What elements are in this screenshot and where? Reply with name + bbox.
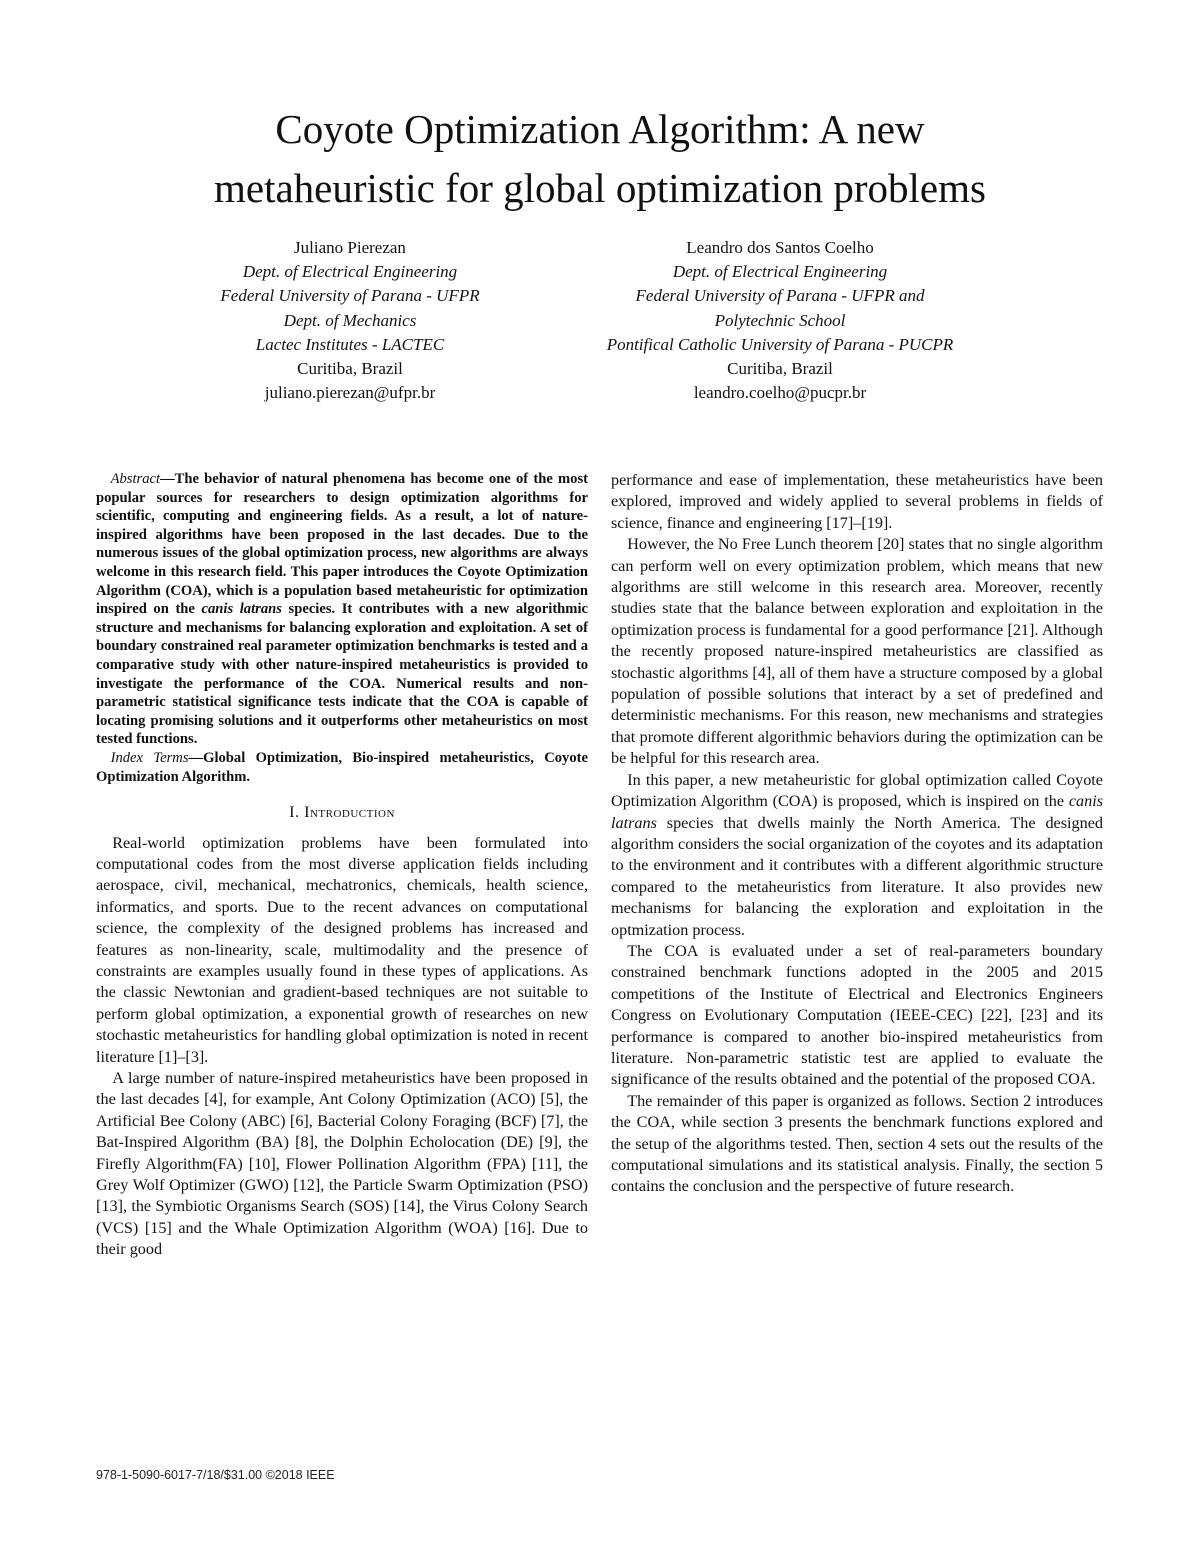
author-city: Curitiba, Brazil [297, 359, 403, 379]
right-column [611, 470, 1103, 1198]
author-affiliation: Lactec Institutes - LACTEC [255, 334, 445, 354]
index-terms-text: —Global Optimization, Bio-inspired metaheuristics, Coyote Optimization Algorithm. [96, 749, 588, 785]
intro-paragraph-4 [611, 770, 1103, 941]
author-block-1 [170, 236, 530, 405]
index-terms-label: Index Terms [110, 749, 189, 766]
author-name: Leandro dos Santos Coelho [686, 238, 874, 257]
section-number: I. [289, 803, 300, 822]
index-terms [96, 749, 588, 786]
author-affiliation: Polytechnic School [714, 310, 846, 330]
intro-paragraph-5: The COA is evaluated under a set of real-parameters boundary constrained benchmark functions adopted in the 2005 and 2015 competitions of the Institute of Electrical and Electronics Engineers Congress on Evolutionary Computation (IEEE-CEC) [22], [23] and its performance is compared to another bio-inspired metaheuristics from literature. Non-parametric statistic test are applied to evaluate the significance of the results obtained and the potential of the proposed COA. [611, 941, 1103, 1089]
left-column [96, 470, 588, 1261]
intro-paragraph-3: However, the No Free Lunch theorem [20] states that no single algorithm can perform well on every optimization problem, which means that new algorithms are still welcome in this research area. Moreover, recently studies state that the balance between exploration and exploitation in the optimization process is fundamental for a good performance [21]. Although the recently proposed nature-inspired metaheuristics are classified as stochastic algorithms [4], all of them have a structure composed by a global population of possible solutions that interact by a set of predefined and deterministic mechanisms. For this reason, new mechanisms and strategies that promote different algorithmic behaviors during the optimization can be be helpful for this research area. [611, 535, 1103, 768]
author-email: juliano.pierezan@ufpr.br [264, 383, 436, 403]
intro-paragraph-2: A large number of nature-inspired metaheuristics have been proposed in the last decades [4], for example, Ant Colony Optimization (ACO) [5], the Artificial Bee Colony (ABC) [6], Bacterial Colony Foraging (BCF) [7], the Bat-Inspired Algorithm (BA) [8], the Dolphin Echolocation (DE) [9], the Firefly Algorithm(FA) [10], Flower Pollination Algorithm (FPA) [11], the Grey Wolf Optimizer (GWO) [12], the Particle Swarm Optimization (PSO) [13], the Symbiotic Organisms Search (SOS) [14], the Virus Colony Search (VCS) [15] and the Whale Optimization Algorithm (WOA) [16]. Due to their good [96, 1068, 588, 1259]
paper-title-line-1: Coyote Optimization Algorithm: A new [275, 106, 925, 152]
intro-paragraph-2-continued: performance and ease of implementation, these metaheuristics have been explored, improved and widely applied to several problems in fields of science, finance and engineering [17]–[19]. [611, 471, 1103, 532]
intro-p4-text-b: species that dwells mainly the North America. The designed algorithm considers the social organization of the coyotes and its adaptation to the environment and it contributes with a different algorithmic structure compared to the metaheuristics from literature. It also provides new mechanisms for balancing the exploration and exploitation in the optmization process. [611, 813, 1103, 939]
author-affiliation: Dept. of Electrical Engineering [672, 262, 888, 282]
intro-paragraph-1: Real-world optimization problems have been formulated into computational codes from the most diverse application fields including aerospace, civil, mechanical, mechatronics, chemicals, health science, informatics, and sports. Due to the recent advances on computational science, the complexity of the designed problems has increased and features as non-linearity, scale, multimodality and the presence of constraints are examples usually found in these types of applications. As the classic Newtonian and gradient-based techniques are not suitable to perform global optimization, a exponential growth of researches on new stochastic metaheuristics for handling global optimization is noted in recent literature [1]–[3]. [96, 833, 588, 1066]
paper-title [60, 100, 1140, 218]
author-email: leandro.coelho@pucpr.br [693, 383, 867, 403]
author-city: Curitiba, Brazil [727, 359, 833, 379]
section-title: Introduction [304, 803, 395, 822]
abstract-text-a: —The behavior of natural phenomena has become one of the most popular sources for researchers to design optimization algorithms for scientific, computing and engineering fields. As a result, a lot of nature-inspired algorithms have been proposed in the last decades. Due to the numerous issues of the global optimization process, new algorithms are always welcome in this research field. This paper introduces the Coyote Optimization Algorithm (COA), which is a population based metaheuristic for optimization inspired on the [96, 471, 588, 618]
author-affiliation: Dept. of Electrical Engineering [242, 262, 458, 282]
intro-paragraph-6: The remainder of this paper is organized as follows. Section 2 introduces the COA, while section 3 presents the benchmark functions explored and the setup of the algorithms tested. Then, section 4 sets out the results of the computational simulations and its statistical analysis. Finally, the section 5 contains the conclusion and the perspective of future research. [611, 1091, 1103, 1196]
author-affiliation: Dept. of Mechanics [283, 310, 417, 330]
copyright-footer: 978-1-5090-6017-7/18/$31.00 ©2018 IEEE [96, 1468, 335, 1482]
abstract-text-b: species. It contributes with a new algorithmic structure and mechanisms for balancing exploration and exploitation. A set of boundary constrained real parameter optimization benchmarks is tested and a comparative study with other nature-inspired metaheuristics is provided to investigate the performance of the COA. Numerical results and non-parametric statistical significance tests indicate that the COA is capable of locating promising solutions and it outperforms other metaheuristics on most tested functions. [96, 601, 588, 748]
abstract [96, 470, 588, 749]
section-heading-introduction [96, 802, 588, 823]
intro-p4-species: canis latrans [611, 792, 1103, 832]
author-affiliation: Pontifical Catholic University of Parana - PUCPR [606, 334, 954, 354]
author-block-2 [540, 236, 1020, 405]
author-affiliation: Federal University of Parana - UFPR and [635, 286, 925, 306]
intro-p4-text-a: In this paper, a new metaheuristic for global optimization called Coyote Optimization Algorithm (COA) is proposed, which is inspired on the [611, 770, 1103, 811]
abstract-species: canis latrans [201, 601, 282, 618]
author-name: Juliano Pierezan [294, 238, 406, 257]
abstract-label: Abstract [110, 471, 161, 487]
paper-title-line-2: metaheuristic for global optimization problems [214, 165, 986, 211]
author-affiliation: Federal University of Parana - UFPR [220, 286, 480, 306]
